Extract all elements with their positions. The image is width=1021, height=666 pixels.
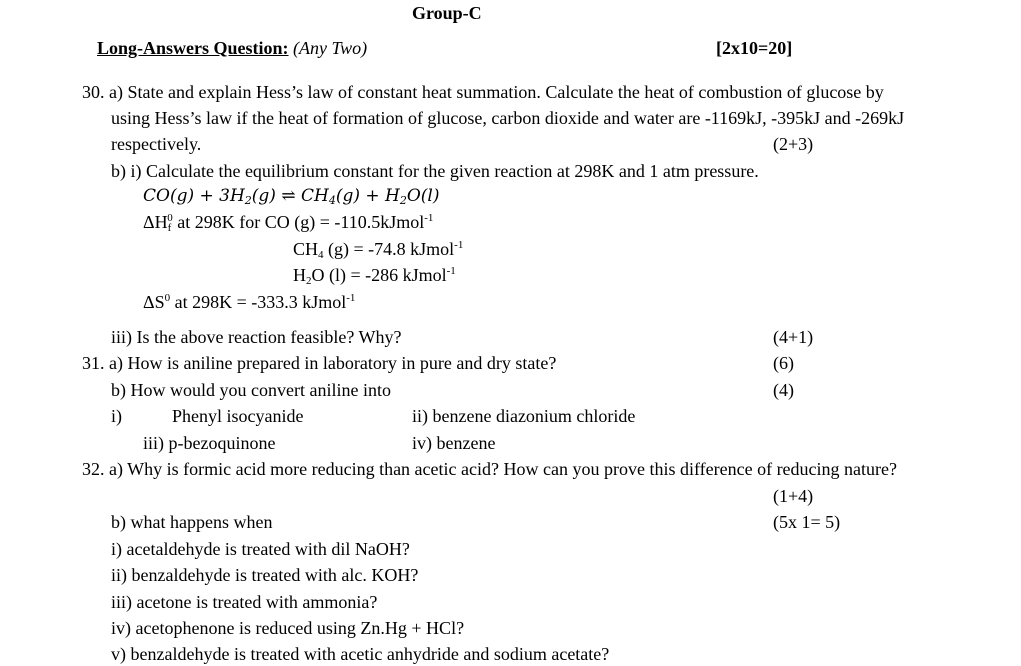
enthalpy-h2o: $H_2O$ (l) = -286 kJmol$^{-1}$ bbox=[293, 265, 456, 287]
q31-ii-text: ii) benzene diazonium chloride bbox=[412, 406, 636, 426]
section-note: (Any Two) bbox=[293, 38, 368, 58]
q30-b-line1: b) i) Calculate the equilibrium constant for the given reaction at 298K and 1 atm pressure. bbox=[111, 161, 759, 181]
q32-b-marks: (5x 1= 5) bbox=[773, 512, 841, 532]
q32-iii: iii) acetone is treated with ammonia? bbox=[111, 592, 378, 612]
q32-iv: iv) acetophenone is reduced using Zn.Hg + HCl? bbox=[111, 618, 465, 638]
q30-a-line2: using Hess’s law if the heat of formation of glucose, carbon dioxide and water are -1169kJ, -395kJ and -269kJ bbox=[111, 108, 905, 128]
q32-b: b) what happens when bbox=[111, 512, 273, 532]
enthalpy-co: $\Delta H_f^0$ at 298K for CO (g) = -110.5kJmol$^{-1}$ bbox=[143, 212, 434, 234]
entropy-change: $\Delta S^0$ at 298K = -333.3 kJmol$^{-1}$ bbox=[143, 292, 356, 312]
group-title: Group-C bbox=[412, 3, 482, 23]
q32-i: i) acetaldehyde is treated with dil NaOH? bbox=[111, 539, 410, 559]
q30-b-marks: (4+1) bbox=[773, 327, 814, 347]
q30-b-iii: iii) Is the above reaction feasible? Why? bbox=[111, 327, 402, 347]
q31-b: b) How would you convert aniline into bbox=[111, 380, 391, 400]
enthalpy-ch4: $CH_4$ (g) = -74.8 kJmol$^{-1}$ bbox=[293, 239, 464, 261]
q32-ii: ii) benzaldehyde is treated with alc. KOH? bbox=[111, 565, 419, 585]
q30-a-line3: respectively. bbox=[111, 134, 202, 154]
q31-iii-text: iii) p-bezoquinone bbox=[143, 433, 276, 453]
q31-i-text: Phenyl isocyanide bbox=[172, 406, 304, 426]
q31-a: 31. a) How is aniline prepared in laboratory in pure and dry state? bbox=[82, 353, 557, 373]
q31-i-num: i) bbox=[111, 406, 122, 426]
q31-iv-text: iv) benzene bbox=[412, 433, 496, 453]
q30-a-marks: (2+3) bbox=[773, 134, 814, 154]
q32-v: v) benzaldehyde is treated with acetic anhydride and sodium acetate? bbox=[111, 644, 610, 664]
q32-a-marks: (1+4) bbox=[773, 486, 814, 506]
q31-b-marks: (4) bbox=[773, 380, 794, 400]
section-label: Long-Answers Question: bbox=[97, 38, 289, 58]
q32-a: 32. a) Why is formic acid more reducing than acetic acid? How can you prove this difference of reducing nature? bbox=[82, 459, 898, 479]
q30-a-line1: 30. a) State and explain Hess’s law of constant heat summation. Calculate the heat of combustion of glucose by bbox=[82, 82, 884, 102]
section-heading bbox=[97, 37, 367, 59]
q31-a-marks: (6) bbox=[773, 353, 794, 373]
total-marks: [2x10=20] bbox=[716, 38, 793, 58]
reaction-equation: $CO(g) + 3H_2(g)$ ⇌ $CH_4(g) + H_2O(l)$ bbox=[143, 186, 440, 207]
